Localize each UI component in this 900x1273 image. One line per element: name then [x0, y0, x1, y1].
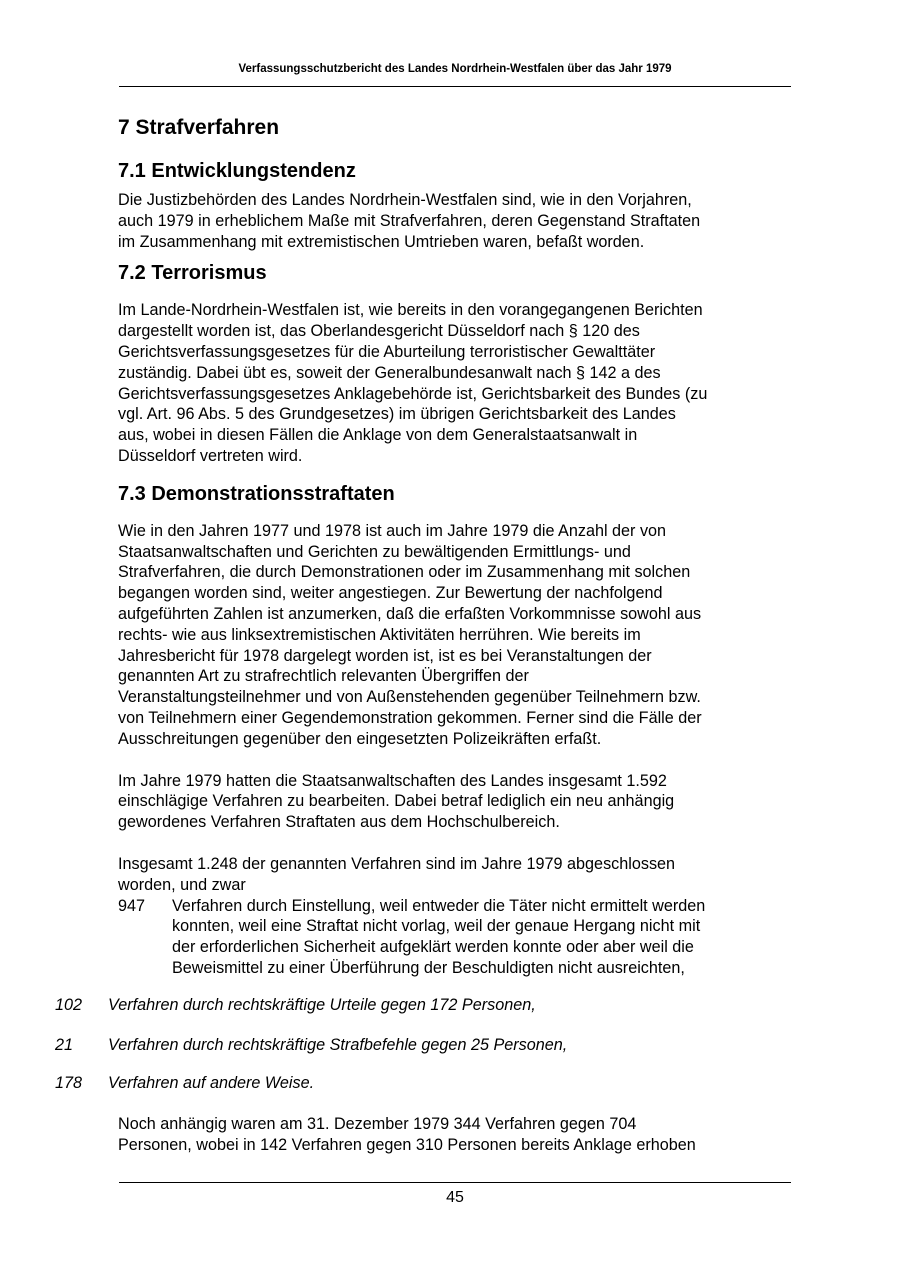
section-7-3-paragraph-3: Insgesamt 1.248 der genannten Verfahren sind im Jahre 1979 abgeschlossen worden, und zwar [118, 854, 676, 894]
list-item-number: 947 [118, 896, 146, 915]
list-item-number: 178 [55, 1074, 83, 1092]
section-7-2-paragraph: Im Lande-Nordrhein-Westfalen ist, wie bereits in den vorangegangenen Berichten dargestellt worden ist, das Oberlandesgericht Düsseldorf nach § 120 des Gerichtsverfassungsgesetzes für die Aburteilung terroristischer Gewalttäter zuständig. Dabei übt es, soweit der Generalbundesanwalt nach § 142 a des Gerichtsverfassungsgesetzes Anklagebehörde ist, Gerichtsbarkeit des Bundes (zu vgl. Art. 96 Abs. 5 des Grundgesetzes) im übrigen Gerichtsbarkeit des Landes aus, wobei in diesen Fällen die Anklage von dem Generalstaatsanwalt in Düsseldorf vertreten wird. [118, 301, 708, 465]
list-item-178: 178 Verfahren auf andere Weise. [55, 1074, 315, 1092]
list-item-102: 102 Verfahren durch rechtskräftige Urteile gegen 172 Personen, [55, 996, 536, 1014]
list-item-21: 21 Verfahren durch rechtskräftige Strafbefehle gegen 25 Personen, [55, 1036, 568, 1054]
section-7-3-paragraph-1: Wie in den Jahren 1977 und 1978 ist auch im Jahre 1979 die Anzahl der von Staatsanwaltschaften und Gerichten zu bewältigenden Ermittlungs- und Strafverfahren, die durch Demonstrationen oder im Zusammenhang mit solchen begangen worden sind, weiter angestiegen. Zur Bewertung der nachfolgend aufgeführten Zahlen ist anzumerken, daß die erfaßten Vorkommnisse sowohl aus rechts- wie aus linksextremistischen Aktivitäten herrühren. Wie bereits im Jahresbericht für 1978 dargelegt worden ist, ist es bei Veranstaltungen der genannten Art zu strafrechtlich relevanten Übergriffen der Veranstaltungsteilnehmer und von Außenstehenden gegenüber Teilnehmern bzw. von Teilnehmern einer Gegendemonstration gekommen. Ferner sind die Fälle der Ausschreitungen gegenüber den eingesetzten Polizeikräften erfaßt. [118, 521, 702, 748]
running-header: Verfassungsschutzbericht des Landes Nordrhein-Westfalen über das Jahr 1979 [238, 63, 672, 75]
section-heading-7-3: 7.3 Demonstrationsstraftaten [118, 482, 395, 505]
list-item-number: 21 [55, 1036, 74, 1054]
section-heading-7-1: 7.1 Entwicklungstendenz [118, 160, 356, 182]
chapter-title: 7 Strafverfahren [118, 116, 280, 139]
section-7-3-paragraph-4: Noch anhängig waren am 31. Dezember 1979 344 Verfahren gegen 704 Personen, wobei in 142 Verfahren gegen 310 Personen bereits Anklage erhoben [118, 1115, 696, 1154]
header-rule [119, 86, 791, 87]
list-item-number: 102 [55, 996, 83, 1014]
section-7-1-paragraph: Die Justizbehörden des Landes Nordrhein-Westfalen sind, wie in den Vorjahren, auch 1979 in erheblichem Maße mit Strafverfahren, deren Gegenstand Straftaten im Zusammenhang mit extremistischen Umtrieben waren, befaßt worden. [118, 191, 701, 251]
list-item-947: 947 Verfahren durch Einstellung, weil entweder die Täter nicht ermittelt werden konnten, weil eine Straftat nicht vorlag, weil der genaue Hergang nicht mit der erforderlichen Sicherheit aufgeklärt werden konnte oder aber weil die Beweismittel zu einer Überführung der Beschuldigten nicht ausreichten, [118, 896, 706, 977]
section-7-3-paragraph-2: Im Jahre 1979 hatten die Staatsanwaltschaften des Landes insgesamt 1.592 einschlägige Verfahren zu bearbeiten. Dabei betraf lediglich ein neu anhängig gewordenes Verfahren Straftaten aus dem Hochschulbereich. [118, 771, 675, 832]
page-body [118, 114, 793, 979]
section-heading-7-2: 7.2 Terrorismus [118, 262, 267, 285]
page-number: 45 [446, 1189, 464, 1206]
footer-rule [119, 1182, 791, 1183]
